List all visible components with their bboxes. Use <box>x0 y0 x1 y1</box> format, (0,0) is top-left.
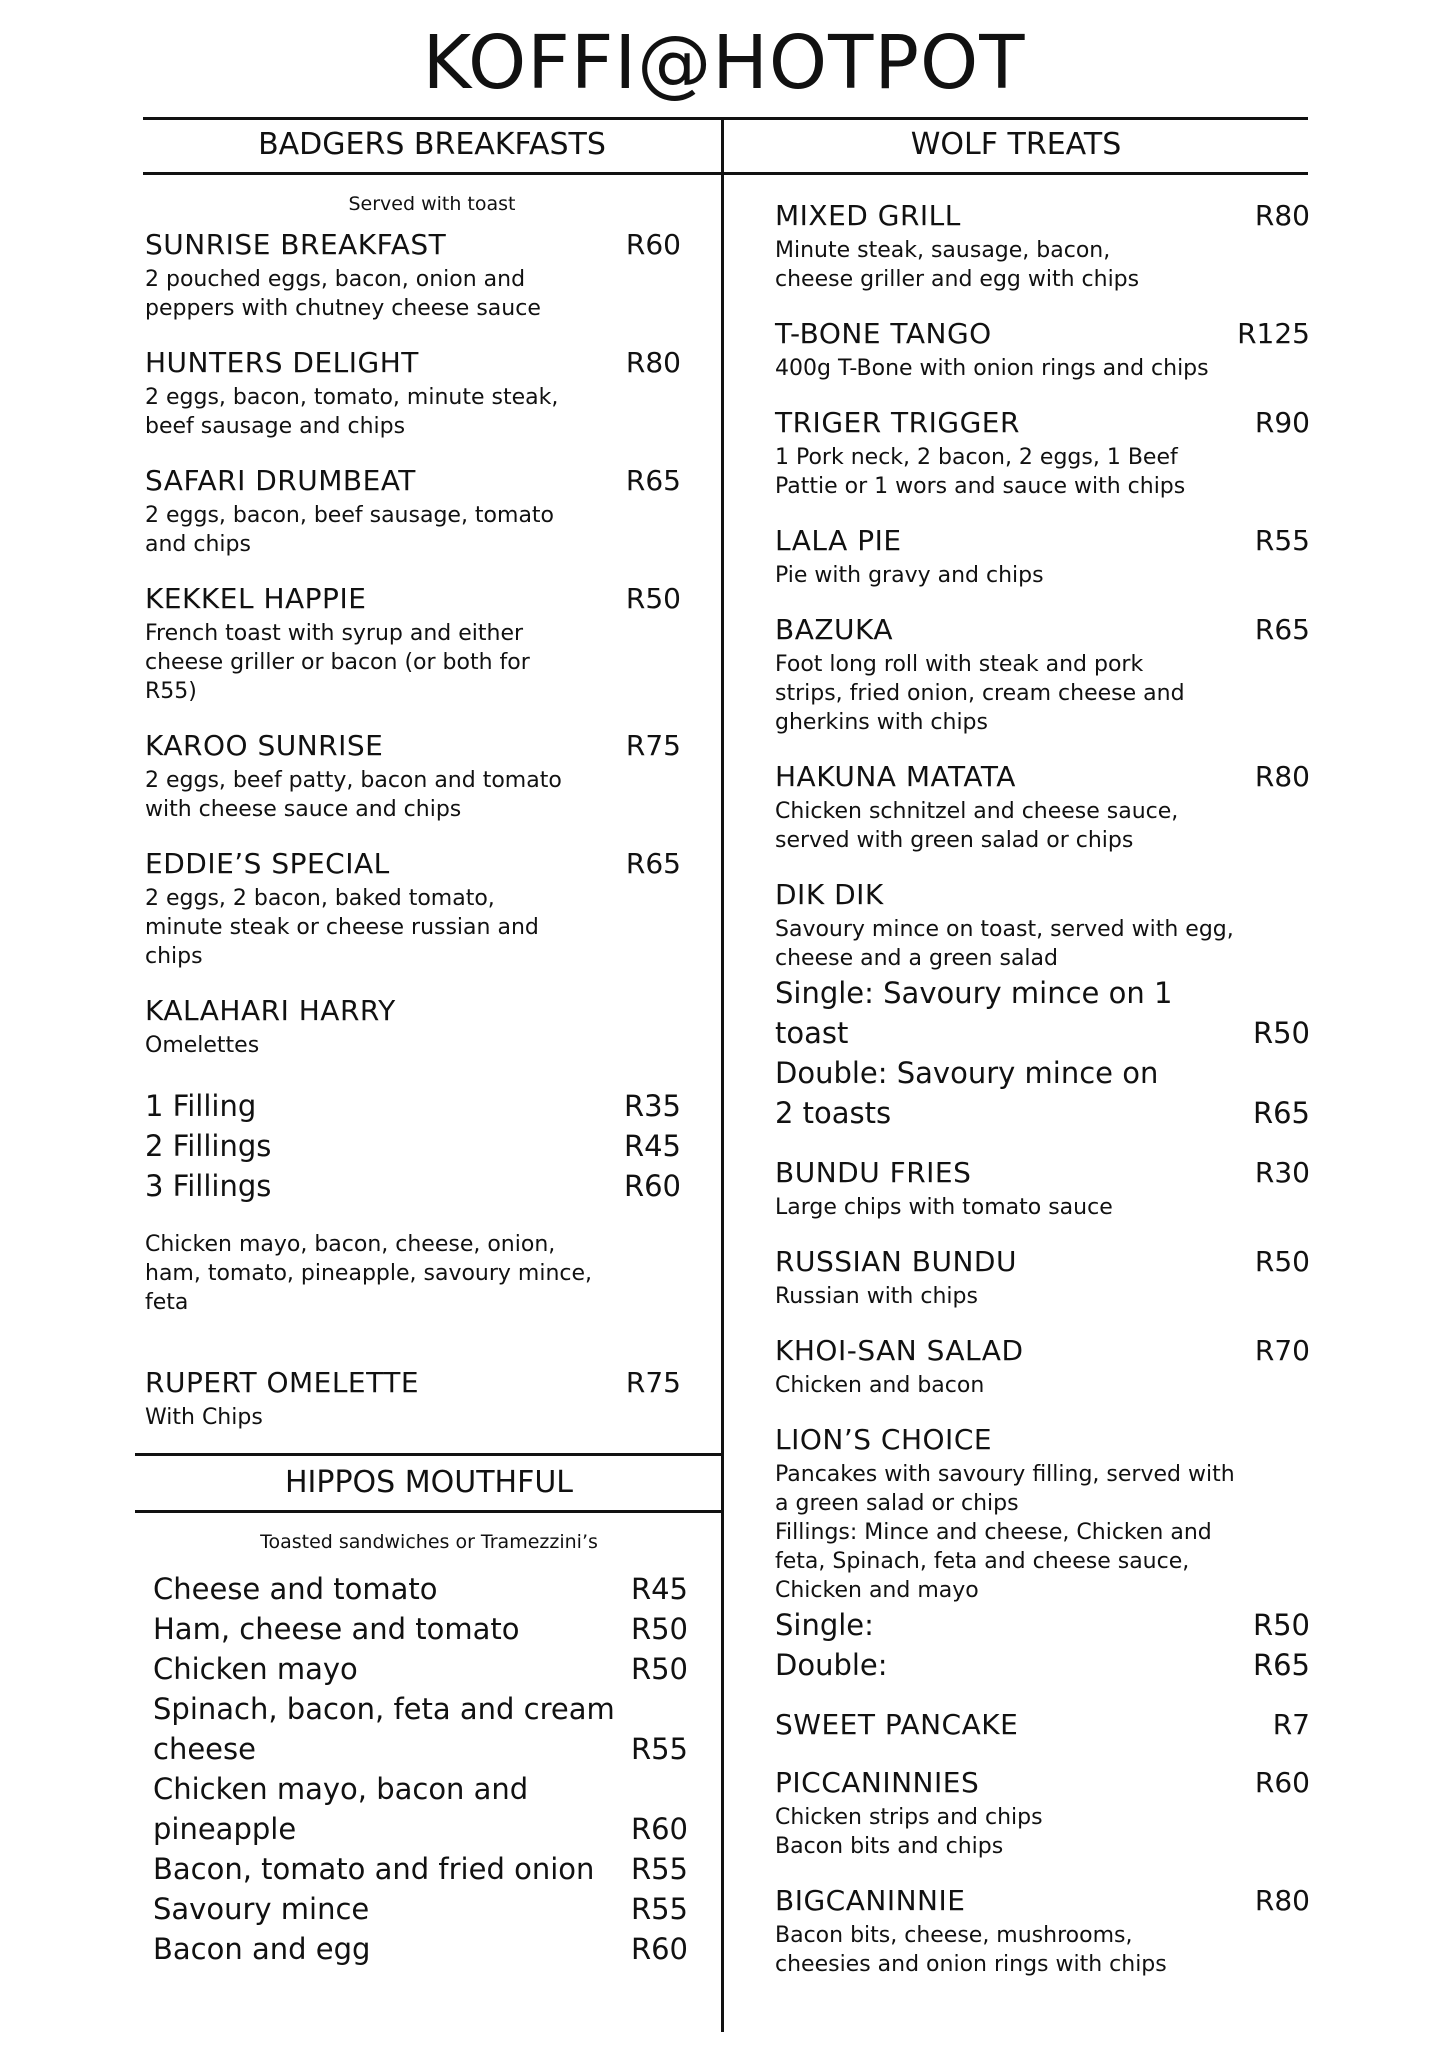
item-desc: Bacon bits, cheese, mushrooms, cheesies and onion rings with chips <box>775 1923 1167 1977</box>
item-price: R50 <box>625 582 681 615</box>
item-desc: Chicken schnitzel and cheese sauce, served with green salad or chips <box>775 799 1179 853</box>
item-desc: Omelettes <box>145 1033 260 1058</box>
header-bottom-rule <box>143 172 1308 175</box>
menu-item <box>775 1155 1310 1222</box>
option-row <box>775 1605 1310 1645</box>
page-title: KOFFI@HOTPOT <box>422 20 1026 106</box>
menu-item-rupert <box>145 1365 681 1432</box>
sandwich-label: Chicken mayo <box>153 1652 358 1686</box>
item-price: R75 <box>625 729 681 762</box>
fillings-list: Fillings: Mince and cheese, Chicken and feta, Spinach, feta and cheese sauce, Chicken and mayo <box>775 1520 1212 1603</box>
option-price: R50 <box>1252 1016 1310 1050</box>
sandwich-label: Spinach, bacon, feta and cream cheese <box>153 1692 615 1766</box>
menu-item <box>145 581 681 706</box>
menu-item-dikdik <box>775 877 1310 1133</box>
item-price: R60 <box>625 228 681 261</box>
menu-item <box>775 1244 1310 1311</box>
item-price: R70 <box>1254 1334 1310 1367</box>
column-divider <box>721 117 724 2032</box>
item-name: KHOI-SAN SALAD <box>775 1334 1024 1367</box>
option-price: R65 <box>1252 1648 1310 1682</box>
fillings-list: Chicken mayo, bacon, cheese, onion, ham, tomato, pineapple, savoury mince, feta <box>145 1232 593 1315</box>
option-label: Double: <box>775 1648 888 1682</box>
item-desc: Pancakes with savoury filling, served with a green salad or chips <box>775 1462 1235 1516</box>
sandwich-row <box>153 1769 688 1849</box>
sandwich-price: R55 <box>630 1732 688 1766</box>
menu-item <box>145 345 681 441</box>
menu-item-kalahari <box>145 993 681 1317</box>
menu-item <box>145 846 681 971</box>
option-label: 2 Fillings <box>145 1129 272 1163</box>
item-desc: 2 eggs, bacon, tomato, minute steak, beef sausage and chips <box>145 385 559 439</box>
item-name: MIXED GRILL <box>775 199 961 232</box>
section-heading-hippos: HIPPOS MOUTHFUL <box>284 1465 574 1500</box>
breakfast-column <box>145 227 681 1454</box>
option-label: Double: Savoury mince on 2 toasts <box>775 1056 1159 1130</box>
header-top-rule <box>143 117 1308 120</box>
option-price: R60 <box>623 1169 681 1203</box>
item-name: KAROO SUNRISE <box>145 729 384 762</box>
sandwich-row <box>153 1609 688 1649</box>
sandwich-price: R60 <box>630 1932 688 1966</box>
sandwich-row <box>153 1689 688 1769</box>
item-desc: 2 eggs, 2 bacon, baked tomato, minute steak or cheese russian and chips <box>145 886 539 969</box>
menu-item <box>775 612 1310 737</box>
option-label: 3 Fillings <box>145 1169 272 1203</box>
item-desc: French toast with syrup and either cheese griller or bacon (or both for R55) <box>145 621 530 704</box>
item-desc: 2 eggs, bacon, beef sausage, tomato and chips <box>145 503 555 557</box>
item-name: T-BONE TANGO <box>775 317 992 350</box>
sandwich-price: R50 <box>630 1612 688 1646</box>
item-name: RUPERT OMELETTE <box>145 1366 420 1399</box>
menu-item-piccaninnies <box>775 1765 1310 1861</box>
menu-item <box>775 1333 1310 1400</box>
option-row <box>145 1166 681 1206</box>
sandwich-label: Chicken mayo, bacon and pineapple <box>153 1772 529 1846</box>
item-price: R75 <box>625 1366 681 1399</box>
item-price: R80 <box>625 346 681 379</box>
item-price: R80 <box>1254 760 1310 793</box>
item-name: EDDIE’S SPECIAL <box>145 847 390 880</box>
item-price: R55 <box>1254 524 1310 557</box>
item-price: R50 <box>1254 1245 1310 1278</box>
option-price: R50 <box>1252 1608 1310 1642</box>
menu-item <box>145 728 681 824</box>
menu-item <box>775 198 1310 294</box>
option-price: R45 <box>623 1129 681 1163</box>
sandwich-row <box>153 1569 688 1609</box>
item-name: BIGCANINNIE <box>775 1884 966 1917</box>
sandwich-price: R55 <box>630 1892 688 1926</box>
item-desc: 1 Pork neck, 2 bacon, 2 eggs, 1 Beef Pattie or 1 wors and sauce with chips <box>775 445 1186 499</box>
sandwich-label: Ham, cheese and tomato <box>153 1612 520 1646</box>
sandwich-price: R60 <box>630 1812 688 1846</box>
hippos-bottom-rule <box>135 1510 723 1513</box>
item-desc: With Chips <box>145 1405 263 1430</box>
hippos-column <box>153 1569 688 1969</box>
item-desc: Savoury mince on toast, served with egg, cheese and a green salad <box>775 917 1234 971</box>
option-row <box>145 1086 681 1126</box>
item-name: BUNDU FRIES <box>775 1156 972 1189</box>
sandwich-price: R45 <box>630 1572 688 1606</box>
sandwich-label: Savoury mince <box>153 1892 370 1926</box>
item-price: R125 <box>1237 317 1310 350</box>
item-price: R65 <box>625 464 681 497</box>
item-name: SUNRISE BREAKFAST <box>145 228 447 261</box>
sandwich-price: R55 <box>630 1852 688 1886</box>
option-row <box>775 1645 1310 1685</box>
item-name: LION’S CHOICE <box>775 1423 993 1456</box>
hippos-note: Toasted sandwiches or Tramezzini’s <box>260 1531 598 1553</box>
section-heading-wolf-treats: WOLF TREATS <box>910 127 1122 162</box>
wolf-column <box>775 198 1310 2001</box>
sandwich-row <box>153 1849 688 1889</box>
item-name: DIK DIK <box>775 878 884 911</box>
item-name: SAFARI DRUMBEAT <box>145 464 416 497</box>
menu-item <box>775 405 1310 501</box>
menu-item-lion <box>775 1422 1310 1685</box>
item-price: R90 <box>1254 406 1310 439</box>
item-desc: Chicken and bacon <box>775 1373 985 1398</box>
item-desc: 400g T-Bone with onion rings and chips <box>775 356 1209 381</box>
option-label: 1 Filling <box>145 1089 257 1123</box>
item-name: RUSSIAN BUNDU <box>775 1245 1017 1278</box>
sandwich-row <box>153 1929 688 1969</box>
item-desc: Chicken strips and chips <box>775 1805 1043 1830</box>
option-row <box>775 973 1310 1053</box>
item-desc: Foot long roll with steak and pork strips, fried onion, cream cheese and gherkins with chips <box>775 652 1185 735</box>
item-price: R60 <box>1254 1766 1310 1799</box>
item-desc: Russian with chips <box>775 1284 978 1309</box>
item-price: R80 <box>1254 199 1310 232</box>
menu-item <box>145 463 681 559</box>
item-price: R7 <box>1272 1708 1310 1741</box>
menu-item <box>775 316 1310 383</box>
item-name: KALAHARI HARRY <box>145 994 396 1027</box>
sandwich-label: Bacon, tomato and fried onion <box>153 1852 595 1886</box>
option-price: R35 <box>623 1089 681 1123</box>
sandwich-price: R50 <box>630 1652 688 1686</box>
item-desc: Large chips with tomato sauce <box>775 1195 1113 1220</box>
item-desc: 2 eggs, beef patty, bacon and tomato with cheese sauce and chips <box>145 768 562 822</box>
item-name: PICCANINNIES <box>775 1766 980 1799</box>
item-name: TRIGER TRIGGER <box>775 406 1020 439</box>
menu-item <box>775 523 1310 590</box>
section-heading-breakfasts: BADGERS BREAKFASTS <box>258 127 606 162</box>
item-price: R30 <box>1254 1156 1310 1189</box>
menu-item <box>145 227 681 323</box>
option-row <box>145 1126 681 1166</box>
sandwich-label: Cheese and tomato <box>153 1572 438 1606</box>
item-desc: Bacon bits and chips <box>775 1834 1004 1859</box>
menu-item-bigcaninnie <box>775 1883 1310 1979</box>
item-desc: Minute steak, sausage, bacon, cheese griller and egg with chips <box>775 238 1140 292</box>
item-desc: Pie with gravy and chips <box>775 563 1044 588</box>
option-price: R65 <box>1252 1096 1310 1130</box>
option-label: Single: <box>775 1608 874 1642</box>
item-price: R65 <box>1254 613 1310 646</box>
sandwich-row <box>153 1889 688 1929</box>
item-name: LALA PIE <box>775 524 902 557</box>
item-name: HUNTERS DELIGHT <box>145 346 419 379</box>
option-label: Single: Savoury mince on 1 toast <box>775 976 1173 1050</box>
item-name: HAKUNA MATATA <box>775 760 1016 793</box>
item-name: SWEET PANCAKE <box>775 1708 1019 1741</box>
sandwich-row <box>153 1649 688 1689</box>
item-price: R80 <box>1254 1884 1310 1917</box>
item-name: KEKKEL HAPPIE <box>145 582 367 615</box>
menu-item-sweet-pancake <box>775 1707 1310 1743</box>
item-price: R65 <box>625 847 681 880</box>
item-desc: 2 pouched eggs, bacon, onion and peppers with chutney cheese sauce <box>145 267 541 321</box>
breakfast-note: Served with toast <box>348 193 516 215</box>
item-name: BAZUKA <box>775 613 894 646</box>
menu-item <box>775 759 1310 855</box>
option-row <box>775 1053 1310 1133</box>
sandwich-label: Bacon and egg <box>153 1932 371 1966</box>
